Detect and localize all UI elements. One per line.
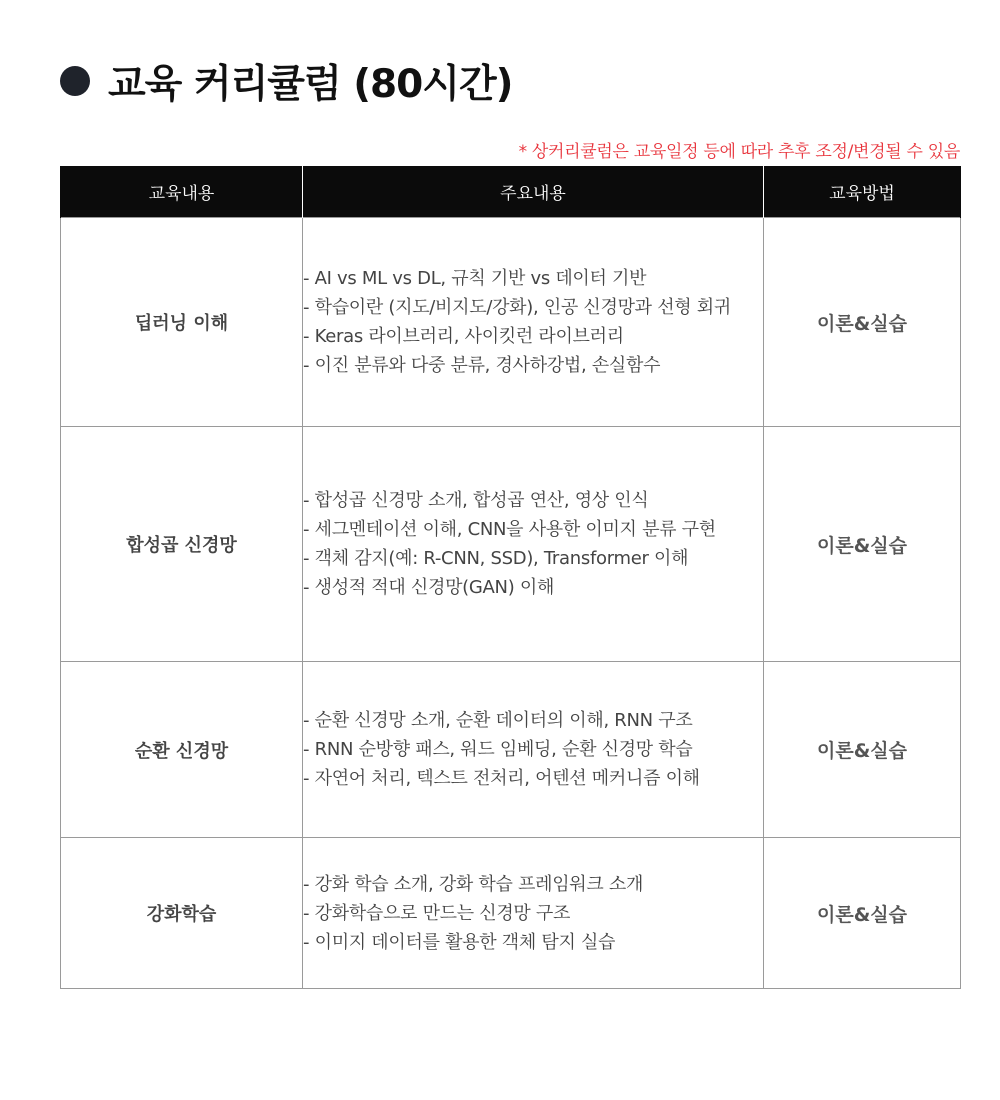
curriculum-table: [60, 166, 961, 989]
content-line: - 세그멘테이션 이해, CNN을 사용한 이미지 분류 구현: [303, 519, 716, 540]
method-cell: 이론&실습: [764, 218, 961, 427]
column-header-method: 교육방법: [764, 166, 961, 218]
content-line: - 강화학습으로 만드는 신경망 구조: [303, 902, 571, 924]
content-line: - 이미지 데이터를 활용한 객체 탐지 실습: [303, 931, 616, 953]
method-cell: 이론&실습: [764, 662, 961, 838]
subject-cell: 순환 신경망: [61, 662, 303, 838]
method-cell: 이론&실습: [764, 427, 961, 662]
bullet-dot-icon: [60, 66, 90, 96]
method-cell: 이론&실습: [764, 838, 961, 989]
subject-cell: 딥러닝 이해: [61, 218, 303, 427]
content-line: - Keras 라이브러리, 사이킷런 라이브러리: [303, 326, 624, 347]
content-cell: [303, 218, 764, 427]
content-line: - 생성적 적대 신경망(GAN) 이해: [303, 577, 555, 598]
table-row: [61, 662, 961, 838]
content-line: - 자연어 처리, 텍스트 전처리, 어텐션 메커니즘 이해: [303, 768, 700, 789]
schedule-change-note: * 상커리큘럼은 교육일정 등에 따라 추후 조정/변경될 수 있음: [518, 142, 960, 162]
column-header-content: 주요내용: [303, 166, 764, 218]
table-header-row: [61, 166, 961, 218]
content-line: - 강화 학습 소개, 강화 학습 프레임워크 소개: [303, 873, 644, 895]
content-line: - 이진 분류와 다중 분류, 경사하강법, 손실함수: [303, 355, 661, 376]
table-row: [61, 218, 961, 427]
content-line: - AI vs ML vs DL, 규칙 기반 vs 데이터 기반: [303, 268, 647, 289]
content-cell: [303, 662, 764, 838]
page-title: 교육 커리큘럼 (80시간): [108, 62, 513, 107]
content-line: - 합성곱 신경망 소개, 합성곱 연산, 영상 인식: [303, 490, 649, 511]
content-line: - RNN 순방향 패스, 워드 임베딩, 순환 신경망 학습: [303, 739, 693, 760]
subject-cell: 합성곱 신경망: [61, 427, 303, 662]
content-cell: [303, 427, 764, 662]
content-line: - 순환 신경망 소개, 순환 데이터의 이해, RNN 구조: [303, 710, 693, 731]
content-line: - 객체 감지(예: R-CNN, SSD), Transformer 이해: [303, 548, 689, 569]
table-row: [61, 838, 961, 989]
table-row: [61, 427, 961, 662]
column-header-subject: 교육내용: [61, 166, 303, 218]
content-cell: [303, 838, 764, 989]
title-row: [60, 55, 512, 107]
content-line: - 학습이란 (지도/비지도/강화), 인공 신경망과 선형 회귀: [303, 297, 731, 318]
subject-cell: 강화학습: [61, 838, 303, 989]
